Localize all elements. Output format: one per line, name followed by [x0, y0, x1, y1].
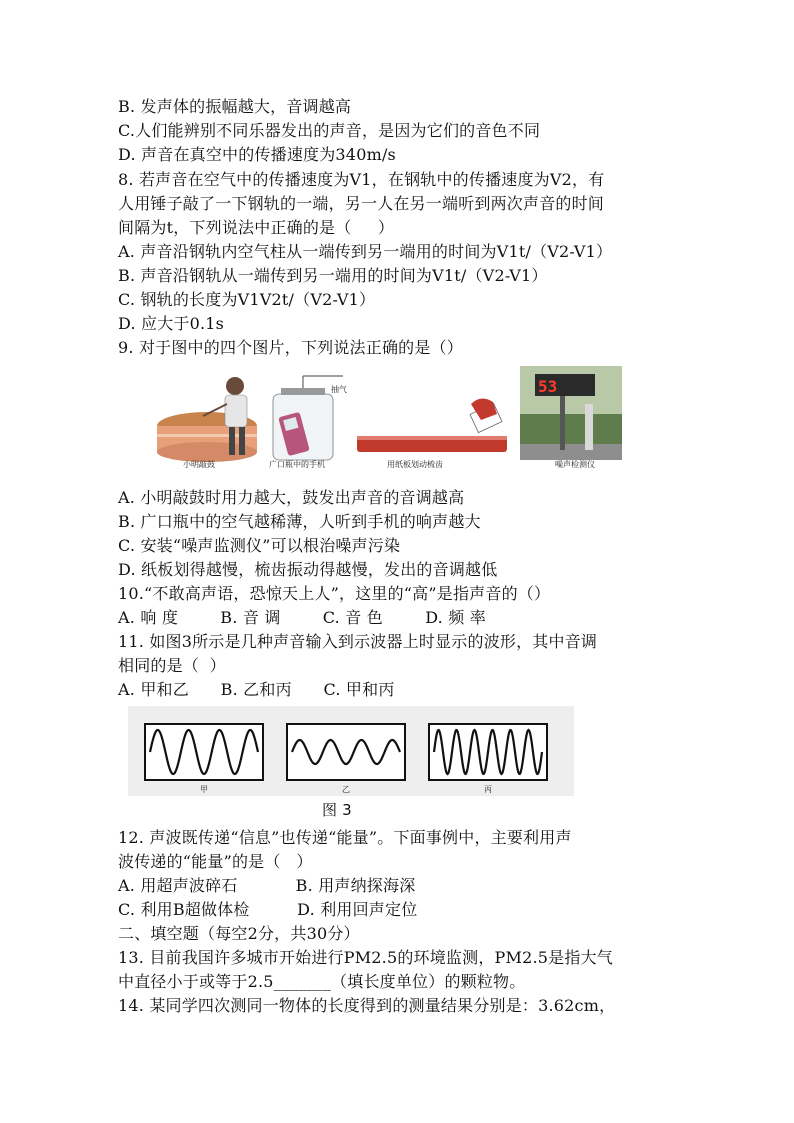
text-line: C. 钢轨的长度为V1V2t/（V2-V1） — [118, 290, 376, 309]
section-heading: 二、填空题（每空2分，共30分） — [118, 924, 360, 943]
text-line: A. 甲和乙 B. 乙和丙 C. 甲和丙 — [118, 680, 395, 699]
text-line: 13. 目前我国许多城市开始进行PM2.5的环境监测，PM2.5是指大气 — [118, 948, 613, 967]
text-line: D. 声音在真空中的传播速度为340m/s — [118, 145, 396, 164]
text-line: A. 小明敲鼓时用力越大，鼓发出声音的音调越高 — [118, 488, 465, 507]
question9-figure — [155, 364, 625, 474]
jar-phone-image — [269, 376, 347, 469]
text-line: B. 声音沿钢轨从一端传到另一端用的时间为V1t/（V2-V1） — [118, 266, 548, 285]
caption-comb: 用纸板划动梳齿 — [387, 460, 443, 469]
text-line: 间隔为t，下列说法中正确的是（ ） — [118, 218, 395, 237]
drum-image — [157, 377, 257, 469]
label-jia: 甲 — [200, 785, 208, 794]
text-line: D. 纸板划得越慢，梳齿振动得越慢，发出的音调越低 — [118, 560, 498, 579]
text-line: 9. 对于图中的四个图片，下列说法正确的是（） — [118, 338, 463, 357]
text-line: A. 用超声波碎石 B. 用声纳探海深 — [118, 876, 416, 895]
text-line: C. 安装“噪声监测仪”可以根治噪声污染 — [118, 536, 401, 555]
caption-jar: 广口瓶中的手机 — [269, 460, 325, 469]
comb-image — [357, 398, 507, 469]
text-line: A. 响 度 B. 音 调 C. 音 色 D. 频 率 — [118, 608, 486, 627]
text-line: 14. 某同学四次测同一物体的长度得到的测量结果分别是：3.62cm， — [118, 996, 616, 1015]
figure3-waveforms — [128, 706, 574, 796]
caption-drum: 小明敲鼓 — [183, 460, 215, 469]
text-line: B. 发声体的振幅越大，音调越高 — [118, 97, 352, 116]
text-line: B. 广口瓶中的空气越稀薄，人听到手机的响声越大 — [118, 512, 481, 531]
text-line: 10.“不敢高声语，恐惊天上人”，这里的“高”是指声音的（） — [118, 584, 551, 603]
meter-reading: 53 — [538, 377, 558, 396]
text-line: 波传递的“能量”的是（ ） — [118, 852, 313, 871]
figure3-caption: 图 3 — [322, 801, 352, 819]
text-line: 11. 如图3所示是几种声音输入到示波器上时显示的波形，其中音调 — [118, 632, 598, 651]
text-line: 人用锤子敲了一下钢轨的一端，另一人在另一端听到两次声音的时间 — [118, 194, 605, 213]
caption-noise-meter: 噪声检测仪 — [555, 460, 595, 469]
label-yi: 乙 — [342, 785, 350, 794]
noise-meter-image — [520, 366, 622, 469]
text-line: A. 声音沿钢轨内空气柱从一端传到另一端用的时间为V1t/（V2-V1） — [118, 242, 613, 261]
text-line: 中直径小于或等于2.5_______（填长度单位）的颗粒物。 — [118, 972, 526, 991]
text-line: 8. 若声音在空气中的传播速度为V1，在钢轨中的传播速度为V2，有 — [118, 170, 605, 189]
text-line: 12. 声波既传递“信息”也传递“能量”。下面事例中，主要利用声 — [118, 828, 572, 847]
text-line: D. 应大于0.1s — [118, 314, 225, 333]
label-bing: 丙 — [484, 785, 492, 794]
text-line: C. 利用B超做体检 D. 利用回声定位 — [118, 900, 418, 919]
text-line: 相同的是（ ） — [118, 656, 226, 675]
text-line: C.人们能辨别不同乐器发出的声音，是因为它们的音色不同 — [118, 121, 541, 140]
pump-label: 抽气 — [331, 385, 347, 394]
